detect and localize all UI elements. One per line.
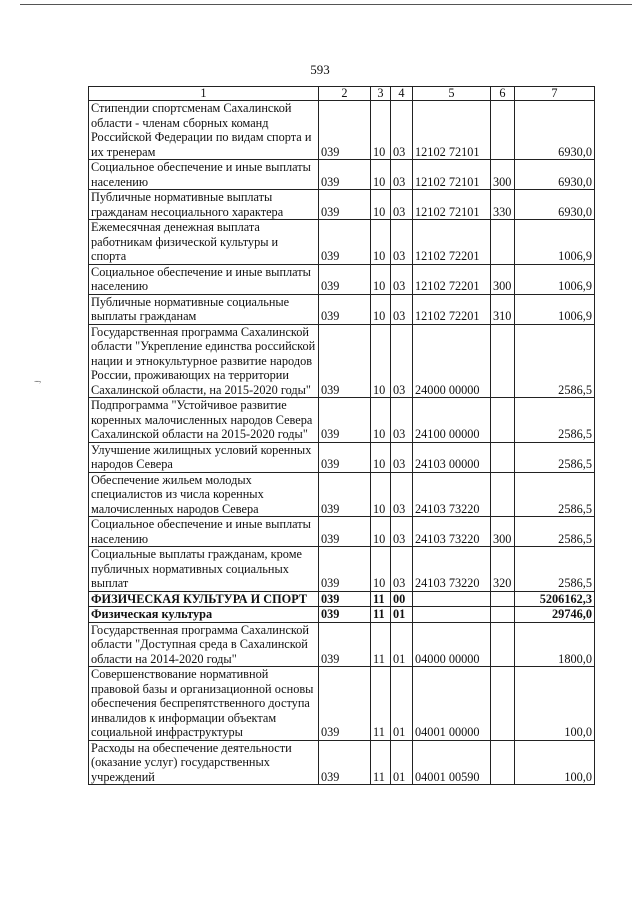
table-row (89, 324, 595, 398)
cell-name: Социальное обеспечение и иные выплаты населению (89, 160, 319, 190)
cell-vr: 300 (491, 264, 515, 294)
table-row (89, 220, 595, 265)
table-row (89, 472, 595, 517)
cell-sum: 1006,9 (515, 294, 595, 324)
table-row (89, 622, 595, 667)
cell-sum: 2586,5 (515, 472, 595, 517)
cell-vr (491, 220, 515, 265)
table-row (89, 740, 595, 785)
cell-csr: 24000 00000 (413, 324, 491, 398)
cell-vr (491, 667, 515, 741)
cell-name: ФИЗИЧЕСКАЯ КУЛЬТУРА И СПОРТ (89, 591, 319, 607)
cell-ved: 039 (319, 472, 371, 517)
cell-ved: 039 (319, 547, 371, 592)
cell-vr: 320 (491, 547, 515, 592)
cell-pr: 03 (391, 294, 413, 324)
cell-vr: 310 (491, 294, 515, 324)
header-cell: 7 (515, 87, 595, 101)
cell-pr: 03 (391, 398, 413, 443)
cell-vr (491, 398, 515, 443)
cell-rz: 11 (371, 740, 391, 785)
cell-vr: 300 (491, 517, 515, 547)
cell-name: Совершенствование нормативной правовой базы и организационной основы обеспечения беспрепятственного доступа инвалидов к информации объектам социальной инфраструктуры (89, 667, 319, 741)
page-number: 593 (310, 62, 330, 77)
table-row (89, 160, 595, 190)
cell-name: Подпрограмма "Устойчивое развитие коренных малочисленных народов Севера Сахалинской области на 2015-2020 годы" (89, 398, 319, 443)
cell-pr: 03 (391, 101, 413, 160)
cell-name: Расходы на обеспечение деятельности (оказание услуг) государственных учреждений (89, 740, 319, 785)
cell-vr (491, 442, 515, 472)
cell-rz: 10 (371, 220, 391, 265)
cell-ved: 039 (319, 264, 371, 294)
cell-sum: 1006,9 (515, 264, 595, 294)
table-row (89, 547, 595, 592)
cell-csr: 12102 72101 (413, 160, 491, 190)
cell-ved: 039 (319, 160, 371, 190)
header-cell: 5 (413, 87, 491, 101)
cell-pr: 03 (391, 324, 413, 398)
cell-rz: 11 (371, 607, 391, 623)
cell-csr: 24103 73220 (413, 472, 491, 517)
cell-rz: 11 (371, 622, 391, 667)
table-row (89, 667, 595, 741)
cell-csr: 24103 73220 (413, 517, 491, 547)
cell-ved: 039 (319, 517, 371, 547)
cell-ved: 039 (319, 740, 371, 785)
cell-rz: 10 (371, 160, 391, 190)
cell-sum: 2586,5 (515, 324, 595, 398)
top-border-line (20, 4, 632, 5)
cell-rz: 10 (371, 324, 391, 398)
cell-ved: 039 (319, 622, 371, 667)
cell-name: Стипендии спортсменам Сахалинской области - членам сборных команд Российской Федерации по видам спорта и их тренерам (89, 101, 319, 160)
cell-csr: 12102 72201 (413, 220, 491, 265)
cell-sum: 29746,0 (515, 607, 595, 623)
cell-rz: 10 (371, 398, 391, 443)
cell-sum: 1800,0 (515, 622, 595, 667)
cell-name: Физическая культура (89, 607, 319, 623)
cell-vr: 300 (491, 160, 515, 190)
cell-pr: 00 (391, 591, 413, 607)
cell-name: Социальные выплаты гражданам, кроме публичных нормативных социальных выплат (89, 547, 319, 592)
cell-sum: 2586,5 (515, 442, 595, 472)
cell-sum: 2586,5 (515, 398, 595, 443)
cell-sum: 1006,9 (515, 220, 595, 265)
cell-csr: 24103 00000 (413, 442, 491, 472)
table-row (89, 517, 595, 547)
cell-sum: 5206162,3 (515, 591, 595, 607)
cell-rz: 10 (371, 264, 391, 294)
table-row (89, 190, 595, 220)
cell-rz: 10 (371, 472, 391, 517)
cell-sum: 6930,0 (515, 101, 595, 160)
cell-pr: 01 (391, 607, 413, 623)
cell-vr (491, 472, 515, 517)
cell-name: Социальное обеспечение и иные выплаты населению (89, 517, 319, 547)
cell-name: Публичные нормативные выплаты гражданам несоциального характера (89, 190, 319, 220)
header-cell: 3 (371, 87, 391, 101)
cell-ved: 039 (319, 101, 371, 160)
table-row (89, 398, 595, 443)
cell-pr: 03 (391, 220, 413, 265)
cell-rz: 11 (371, 591, 391, 607)
cell-csr: 24103 73220 (413, 547, 491, 592)
cell-rz: 10 (371, 442, 391, 472)
cell-vr (491, 622, 515, 667)
cell-name: Ежемесячная денежная выплата работникам физической культуры и спорта (89, 220, 319, 265)
cell-csr: 12102 72101 (413, 101, 491, 160)
cell-sum: 100,0 (515, 667, 595, 741)
cell-rz: 10 (371, 294, 391, 324)
cell-sum: 2586,5 (515, 517, 595, 547)
cell-rz: 10 (371, 101, 391, 160)
cell-pr: 03 (391, 517, 413, 547)
cell-name: Государственная программа Сахалинской области "Доступная среда в Сахалинской области на 2014-2020 годы" (89, 622, 319, 667)
cell-sum: 6930,0 (515, 190, 595, 220)
table-row (89, 294, 595, 324)
cell-ved: 039 (319, 190, 371, 220)
cell-sum: 2586,5 (515, 547, 595, 592)
cell-ved: 039 (319, 220, 371, 265)
cell-name: Государственная программа Сахалинской области "Укрепление единства российской нации и этнокультурное развитие народов России, проживающих на территории Сахалинской области, на 2015-2020 годы" (89, 324, 319, 398)
table-row (89, 442, 595, 472)
cell-csr: 12102 72201 (413, 294, 491, 324)
header-cell: 4 (391, 87, 413, 101)
cell-csr: 12102 72201 (413, 264, 491, 294)
budget-table (88, 86, 595, 785)
cell-csr: 12102 72101 (413, 190, 491, 220)
cell-vr (491, 324, 515, 398)
cell-ved: 039 (319, 667, 371, 741)
cell-pr: 01 (391, 740, 413, 785)
table-header-row (89, 87, 595, 101)
cell-csr (413, 607, 491, 623)
cell-name: Улучшение жилищных условий коренных народов Севера (89, 442, 319, 472)
table-row (89, 264, 595, 294)
cell-name: Публичные нормативные социальные выплаты гражданам (89, 294, 319, 324)
cell-pr: 03 (391, 160, 413, 190)
cell-pr: 01 (391, 667, 413, 741)
cell-pr: 03 (391, 472, 413, 517)
cell-pr: 01 (391, 622, 413, 667)
cell-ved: 039 (319, 294, 371, 324)
cell-rz: 11 (371, 667, 391, 741)
cell-sum: 100,0 (515, 740, 595, 785)
cell-pr: 03 (391, 190, 413, 220)
cell-csr: 04000 00000 (413, 622, 491, 667)
cell-csr: 04001 00590 (413, 740, 491, 785)
table-row (89, 101, 595, 160)
cell-vr (491, 101, 515, 160)
cell-pr: 03 (391, 442, 413, 472)
cell-ved: 039 (319, 607, 371, 623)
cell-ved: 039 (319, 398, 371, 443)
cell-rz: 10 (371, 190, 391, 220)
cell-name: Социальное обеспечение и иные выплаты населению (89, 264, 319, 294)
cell-csr (413, 591, 491, 607)
cell-name: Обеспечение жильем молодых специалистов из числа коренных малочисленных народов Севера (89, 472, 319, 517)
cell-rz: 10 (371, 547, 391, 592)
scan-margin-mark: ...., (34, 374, 41, 384)
table-row (89, 607, 595, 623)
header-cell: 6 (491, 87, 515, 101)
cell-vr (491, 591, 515, 607)
header-cell: 2 (319, 87, 371, 101)
cell-ved: 039 (319, 324, 371, 398)
cell-vr (491, 607, 515, 623)
table-row (89, 591, 595, 607)
header-cell: 1 (89, 87, 319, 101)
cell-sum: 6930,0 (515, 160, 595, 190)
cell-pr: 03 (391, 264, 413, 294)
cell-ved: 039 (319, 591, 371, 607)
cell-pr: 03 (391, 547, 413, 592)
cell-csr: 04001 00000 (413, 667, 491, 741)
cell-vr: 330 (491, 190, 515, 220)
cell-vr (491, 740, 515, 785)
cell-ved: 039 (319, 442, 371, 472)
cell-rz: 10 (371, 517, 391, 547)
cell-csr: 24100 00000 (413, 398, 491, 443)
